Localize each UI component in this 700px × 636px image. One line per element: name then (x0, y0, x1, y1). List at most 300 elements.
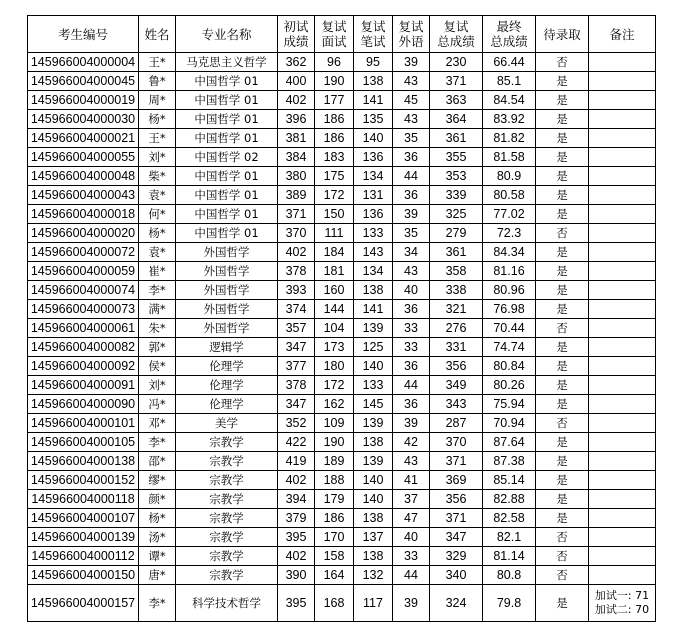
cell-admit: 否 (536, 414, 589, 433)
cell-admit: 是 (536, 376, 589, 395)
cell-note (589, 547, 656, 566)
cell-final-score: 80.96 (483, 281, 536, 300)
cell-initial-score: 384 (278, 148, 315, 167)
cell-final-score: 81.14 (483, 547, 536, 566)
table-row (28, 357, 656, 376)
cell-major: 宗教学 (176, 528, 278, 547)
cell-interview-score: 186 (315, 129, 354, 148)
cell-written-score: 137 (354, 528, 393, 547)
cell-major: 宗教学 (176, 566, 278, 585)
cell-retest-total: 338 (430, 281, 483, 300)
cell-language-score: 33 (393, 319, 430, 338)
cell-retest-total: 370 (430, 433, 483, 452)
header-initial-line-1: 初试 (283, 19, 309, 34)
cell-id: 145966004000048 (28, 167, 139, 186)
header-interview (315, 16, 354, 53)
cell-major: 宗教学 (176, 547, 278, 566)
cell-name: 袁* (139, 243, 176, 262)
cell-final-score: 80.26 (483, 376, 536, 395)
cell-final-score: 85.14 (483, 471, 536, 490)
cell-admit: 是 (536, 490, 589, 509)
cell-language-score: 37 (393, 490, 430, 509)
cell-note (589, 167, 656, 186)
cell-retest-total: 324 (430, 585, 483, 622)
cell-retest-total: 347 (430, 528, 483, 547)
cell-major: 中国哲学 01 (176, 224, 278, 243)
header-written (354, 16, 393, 53)
table-row (28, 547, 656, 566)
cell-name: 杨* (139, 509, 176, 528)
cell-retest-total: 343 (430, 395, 483, 414)
cell-interview-score: 181 (315, 262, 354, 281)
cell-id: 145966004000072 (28, 243, 139, 262)
cell-retest-total: 371 (430, 72, 483, 91)
cell-initial-score: 370 (278, 224, 315, 243)
score-table (27, 15, 656, 622)
cell-interview-score: 162 (315, 395, 354, 414)
cell-id: 145966004000150 (28, 566, 139, 585)
cell-note (589, 91, 656, 110)
header-note: 备注 (589, 16, 656, 53)
cell-language-score: 43 (393, 72, 430, 91)
cell-interview-score: 160 (315, 281, 354, 300)
cell-note (589, 433, 656, 452)
note-line: 加试二: 70 (594, 603, 650, 616)
cell-major: 中国哲学 02 (176, 148, 278, 167)
cell-note (589, 224, 656, 243)
header-row (28, 16, 656, 53)
cell-final-score: 76.98 (483, 300, 536, 319)
cell-language-score: 36 (393, 148, 430, 167)
cell-note (589, 357, 656, 376)
header-written-line-1: 复试 (360, 19, 386, 34)
cell-name: 缪* (139, 471, 176, 490)
cell-final-score: 82.58 (483, 509, 536, 528)
cell-interview-score: 189 (315, 452, 354, 471)
cell-initial-score: 395 (278, 528, 315, 547)
table-row (28, 452, 656, 471)
table-row (28, 338, 656, 357)
cell-admit: 是 (536, 148, 589, 167)
cell-name: 刘* (139, 376, 176, 395)
cell-written-score: 117 (354, 585, 393, 622)
header-initial (278, 16, 315, 53)
cell-final-score: 75.94 (483, 395, 536, 414)
cell-id: 145966004000157 (28, 585, 139, 622)
cell-name: 李* (139, 585, 176, 622)
header-interview-line-2: 面试 (321, 34, 347, 49)
cell-final-score: 66.44 (483, 53, 536, 72)
cell-interview-score: 111 (315, 224, 354, 243)
cell-final-score: 72.3 (483, 224, 536, 243)
cell-name: 邵* (139, 452, 176, 471)
cell-language-score: 35 (393, 224, 430, 243)
table-row (28, 53, 656, 72)
cell-admit: 是 (536, 262, 589, 281)
cell-final-score: 80.58 (483, 186, 536, 205)
cell-name: 汤* (139, 528, 176, 547)
cell-interview-score: 164 (315, 566, 354, 585)
cell-retest-total: 371 (430, 509, 483, 528)
cell-note (589, 338, 656, 357)
cell-note (589, 585, 656, 622)
cell-final-score: 80.84 (483, 357, 536, 376)
cell-name: 何* (139, 205, 176, 224)
cell-interview-score: 180 (315, 357, 354, 376)
table-row (28, 376, 656, 395)
cell-interview-score: 188 (315, 471, 354, 490)
cell-retest-total: 363 (430, 91, 483, 110)
cell-final-score: 84.54 (483, 91, 536, 110)
cell-name: 郭* (139, 338, 176, 357)
cell-admit: 是 (536, 243, 589, 262)
cell-major: 外国哲学 (176, 300, 278, 319)
cell-interview-score: 190 (315, 433, 354, 452)
cell-interview-score: 186 (315, 110, 354, 129)
cell-written-score: 133 (354, 376, 393, 395)
cell-major: 宗教学 (176, 490, 278, 509)
cell-note (589, 490, 656, 509)
cell-interview-score: 173 (315, 338, 354, 357)
cell-major: 外国哲学 (176, 319, 278, 338)
header-language-line-2: 外语 (398, 34, 424, 49)
cell-major: 中国哲学 01 (176, 167, 278, 186)
cell-note (589, 205, 656, 224)
cell-retest-total: 230 (430, 53, 483, 72)
cell-name: 谭* (139, 547, 176, 566)
cell-note (589, 129, 656, 148)
cell-written-score: 138 (354, 509, 393, 528)
cell-major: 外国哲学 (176, 262, 278, 281)
cell-interview-score: 96 (315, 53, 354, 72)
cell-initial-score: 390 (278, 566, 315, 585)
cell-id: 145966004000061 (28, 319, 139, 338)
cell-name: 冯* (139, 395, 176, 414)
cell-admit: 否 (536, 53, 589, 72)
cell-written-score: 140 (354, 471, 393, 490)
cell-interview-score: 175 (315, 167, 354, 186)
cell-initial-score: 379 (278, 509, 315, 528)
cell-major: 外国哲学 (176, 243, 278, 262)
cell-name: 周* (139, 91, 176, 110)
cell-written-score: 141 (354, 91, 393, 110)
cell-major: 逻辑学 (176, 338, 278, 357)
cell-retest-total: 371 (430, 452, 483, 471)
cell-name: 颜* (139, 490, 176, 509)
cell-name: 王* (139, 53, 176, 72)
cell-language-score: 41 (393, 471, 430, 490)
cell-language-score: 47 (393, 509, 430, 528)
cell-initial-score: 378 (278, 262, 315, 281)
table-row (28, 471, 656, 490)
cell-final-score: 81.58 (483, 148, 536, 167)
cell-retest-total: 325 (430, 205, 483, 224)
cell-note (589, 528, 656, 547)
cell-written-score: 136 (354, 148, 393, 167)
cell-id: 145966004000020 (28, 224, 139, 243)
header-final-line-2: 总成绩 (490, 34, 528, 49)
cell-written-score: 133 (354, 224, 393, 243)
cell-final-score: 82.1 (483, 528, 536, 547)
cell-retest-total: 358 (430, 262, 483, 281)
cell-language-score: 45 (393, 91, 430, 110)
cell-id: 145966004000091 (28, 376, 139, 395)
cell-initial-score: 380 (278, 167, 315, 186)
cell-major: 中国哲学 01 (176, 205, 278, 224)
header-interview-line-1: 复试 (321, 19, 347, 34)
cell-language-score: 44 (393, 376, 430, 395)
cell-note (589, 566, 656, 585)
cell-language-score: 33 (393, 338, 430, 357)
cell-language-score: 36 (393, 357, 430, 376)
cell-final-score: 70.44 (483, 319, 536, 338)
cell-retest-total: 364 (430, 110, 483, 129)
note-line: 加试一: 71 (594, 589, 650, 602)
cell-admit: 否 (536, 319, 589, 338)
cell-written-score: 138 (354, 547, 393, 566)
table-row (28, 243, 656, 262)
cell-major: 宗教学 (176, 452, 278, 471)
cell-written-score: 139 (354, 452, 393, 471)
cell-major: 中国哲学 01 (176, 129, 278, 148)
cell-admit: 是 (536, 300, 589, 319)
cell-initial-score: 402 (278, 471, 315, 490)
cell-initial-score: 357 (278, 319, 315, 338)
cell-retest-total: 331 (430, 338, 483, 357)
cell-id: 145966004000092 (28, 357, 139, 376)
cell-retest-total: 287 (430, 414, 483, 433)
cell-id: 145966004000107 (28, 509, 139, 528)
cell-initial-score: 393 (278, 281, 315, 300)
cell-initial-score: 400 (278, 72, 315, 91)
cell-initial-score: 377 (278, 357, 315, 376)
cell-language-score: 33 (393, 547, 430, 566)
cell-name: 唐* (139, 566, 176, 585)
cell-initial-score: 402 (278, 547, 315, 566)
cell-major: 伦理学 (176, 357, 278, 376)
cell-major: 中国哲学 01 (176, 110, 278, 129)
cell-admit: 是 (536, 357, 589, 376)
table-row (28, 490, 656, 509)
cell-initial-score: 394 (278, 490, 315, 509)
table-row (28, 91, 656, 110)
cell-admit: 是 (536, 205, 589, 224)
cell-id: 145966004000152 (28, 471, 139, 490)
cell-note (589, 395, 656, 414)
cell-note (589, 243, 656, 262)
table-row (28, 72, 656, 91)
cell-language-score: 40 (393, 281, 430, 300)
cell-language-score: 36 (393, 300, 430, 319)
cell-written-score: 134 (354, 167, 393, 186)
cell-note (589, 281, 656, 300)
table-row (28, 300, 656, 319)
header-initial-line-2: 成绩 (283, 34, 309, 49)
cell-interview-score: 179 (315, 490, 354, 509)
cell-admit: 是 (536, 72, 589, 91)
cell-name: 李* (139, 281, 176, 300)
cell-written-score: 139 (354, 319, 393, 338)
cell-retest-total: 349 (430, 376, 483, 395)
cell-initial-score: 395 (278, 585, 315, 622)
cell-initial-score: 381 (278, 129, 315, 148)
cell-final-score: 87.38 (483, 452, 536, 471)
cell-admit: 否 (536, 528, 589, 547)
cell-language-score: 43 (393, 452, 430, 471)
cell-id: 145966004000018 (28, 205, 139, 224)
cell-retest-total: 356 (430, 490, 483, 509)
cell-final-score: 81.82 (483, 129, 536, 148)
header-language-line-1: 复试 (398, 19, 424, 34)
cell-written-score: 131 (354, 186, 393, 205)
cell-name: 侯* (139, 357, 176, 376)
cell-retest-total: 355 (430, 148, 483, 167)
header-retest-total-line-2: 总成绩 (437, 34, 475, 49)
cell-retest-total: 369 (430, 471, 483, 490)
cell-initial-score: 347 (278, 338, 315, 357)
cell-language-score: 34 (393, 243, 430, 262)
cell-note (589, 509, 656, 528)
cell-admit: 是 (536, 91, 589, 110)
cell-written-score: 136 (354, 205, 393, 224)
cell-major: 中国哲学 01 (176, 91, 278, 110)
cell-final-score: 80.9 (483, 167, 536, 186)
cell-id: 145966004000019 (28, 91, 139, 110)
cell-id: 145966004000073 (28, 300, 139, 319)
cell-initial-score: 402 (278, 243, 315, 262)
cell-initial-score: 347 (278, 395, 315, 414)
table-body (28, 53, 656, 622)
table-row (28, 148, 656, 167)
cell-id: 145966004000045 (28, 72, 139, 91)
table-row (28, 129, 656, 148)
cell-name: 杨* (139, 224, 176, 243)
cell-name: 刘* (139, 148, 176, 167)
cell-name: 李* (139, 433, 176, 452)
cell-written-score: 141 (354, 300, 393, 319)
cell-initial-score: 371 (278, 205, 315, 224)
cell-id: 145966004000021 (28, 129, 139, 148)
cell-id: 145966004000090 (28, 395, 139, 414)
cell-retest-total: 361 (430, 243, 483, 262)
cell-written-score: 140 (354, 357, 393, 376)
cell-admit: 是 (536, 129, 589, 148)
cell-name: 满* (139, 300, 176, 319)
cell-note (589, 300, 656, 319)
cell-admit: 否 (536, 566, 589, 585)
table-row (28, 433, 656, 452)
header-admit: 待录取 (536, 16, 589, 53)
table-row (28, 319, 656, 338)
cell-admit: 是 (536, 186, 589, 205)
cell-admit: 否 (536, 224, 589, 243)
header-id: 考生编号 (28, 16, 139, 53)
cell-admit: 是 (536, 110, 589, 129)
cell-id: 145966004000118 (28, 490, 139, 509)
cell-major: 宗教学 (176, 433, 278, 452)
cell-initial-score: 362 (278, 53, 315, 72)
cell-written-score: 138 (354, 72, 393, 91)
cell-written-score: 139 (354, 414, 393, 433)
cell-major: 外国哲学 (176, 281, 278, 300)
cell-final-score: 83.92 (483, 110, 536, 129)
header-final (483, 16, 536, 53)
cell-interview-score: 172 (315, 186, 354, 205)
cell-initial-score: 352 (278, 414, 315, 433)
cell-interview-score: 177 (315, 91, 354, 110)
cell-initial-score: 374 (278, 300, 315, 319)
cell-final-score: 82.88 (483, 490, 536, 509)
cell-interview-score: 150 (315, 205, 354, 224)
cell-admit: 是 (536, 167, 589, 186)
cell-interview-score: 190 (315, 72, 354, 91)
header-language (393, 16, 430, 53)
cell-initial-score: 389 (278, 186, 315, 205)
cell-written-score: 140 (354, 129, 393, 148)
cell-admit: 否 (536, 547, 589, 566)
cell-name: 鲁* (139, 72, 176, 91)
cell-written-score: 132 (354, 566, 393, 585)
header-written-line-2: 笔试 (360, 34, 386, 49)
cell-major: 美学 (176, 414, 278, 433)
cell-admit: 是 (536, 281, 589, 300)
cell-note (589, 72, 656, 91)
cell-retest-total: 329 (430, 547, 483, 566)
cell-final-score: 81.16 (483, 262, 536, 281)
header-major: 专业名称 (176, 16, 278, 53)
table-row (28, 585, 656, 622)
cell-admit: 是 (536, 471, 589, 490)
cell-major: 中国哲学 01 (176, 186, 278, 205)
cell-initial-score: 422 (278, 433, 315, 452)
cell-note (589, 53, 656, 72)
cell-major: 伦理学 (176, 376, 278, 395)
cell-admit: 是 (536, 585, 589, 622)
cell-interview-score: 186 (315, 509, 354, 528)
table-row (28, 395, 656, 414)
cell-language-score: 39 (393, 585, 430, 622)
cell-name: 邓* (139, 414, 176, 433)
cell-name: 袁* (139, 186, 176, 205)
cell-interview-score: 144 (315, 300, 354, 319)
cell-note (589, 452, 656, 471)
cell-final-score: 74.74 (483, 338, 536, 357)
cell-final-score: 84.34 (483, 243, 536, 262)
header-retest-total-line-1: 复试 (443, 19, 469, 34)
cell-retest-total: 340 (430, 566, 483, 585)
cell-initial-score: 419 (278, 452, 315, 471)
cell-note (589, 376, 656, 395)
table-row (28, 509, 656, 528)
cell-retest-total: 353 (430, 167, 483, 186)
cell-language-score: 44 (393, 167, 430, 186)
cell-id: 145966004000043 (28, 186, 139, 205)
cell-name: 柴* (139, 167, 176, 186)
cell-final-score: 70.94 (483, 414, 536, 433)
cell-note (589, 414, 656, 433)
cell-interview-score: 109 (315, 414, 354, 433)
cell-retest-total: 339 (430, 186, 483, 205)
cell-id: 145966004000105 (28, 433, 139, 452)
cell-id: 145966004000112 (28, 547, 139, 566)
cell-note (589, 471, 656, 490)
table-row (28, 414, 656, 433)
cell-major: 宗教学 (176, 471, 278, 490)
cell-interview-score: 184 (315, 243, 354, 262)
cell-written-score: 125 (354, 338, 393, 357)
cell-id: 145966004000030 (28, 110, 139, 129)
cell-final-score: 87.64 (483, 433, 536, 452)
